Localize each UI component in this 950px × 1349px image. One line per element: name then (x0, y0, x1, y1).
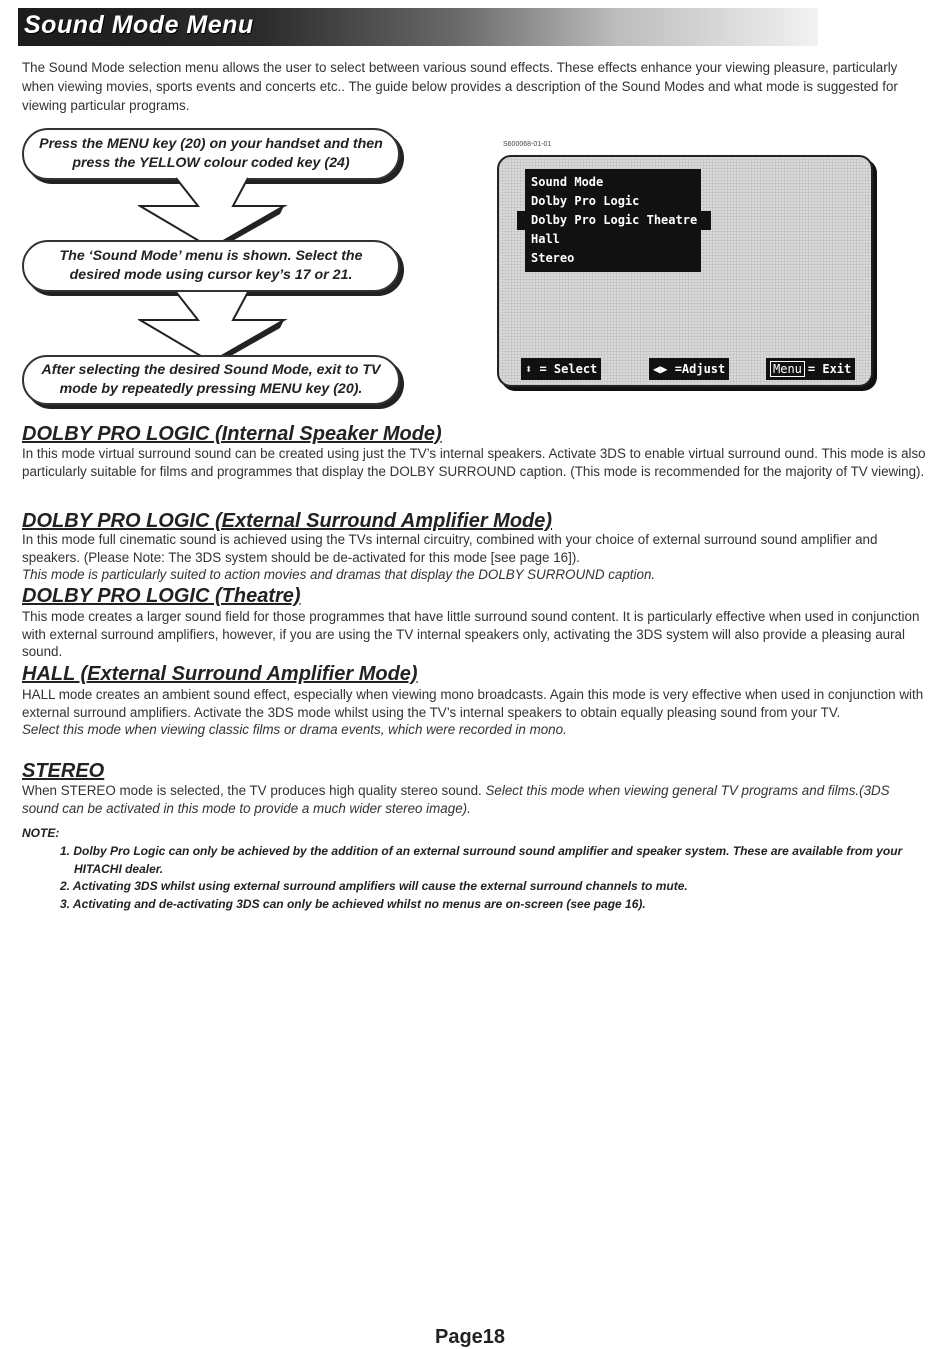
page-number: Page18 (435, 1326, 506, 1348)
step-3-bubble: After selecting the desired Sound Mode, exit to TV mode by repeatedly pressing MENU key (20). (22, 355, 400, 405)
up-down-arrow-icon: ⬍ (525, 362, 533, 376)
note-item: 3. Activating and de-activating 3DS can only be achieved whilst no menus are on-screen (see page 16). (60, 896, 646, 911)
note-item: 2. Activating 3DS whilst using external surround amplifiers will cause the external surround channels to mute. (60, 879, 688, 893)
notes-list (60, 843, 920, 913)
menu-item-dolby-pro-logic[interactable]: Dolby Pro Logic (531, 194, 640, 208)
select-hint: ⬍ = Select (521, 358, 601, 380)
page-title: Sound Mode Menu (24, 11, 254, 39)
step-2-bubble: The ‘Sound Mode’ menu is shown. Select the desired mode using cursor key’s 17 or 21. (22, 240, 400, 292)
figure-code: S600068-01-01 (503, 141, 552, 148)
menu-item-stereo[interactable]: Stereo (531, 251, 575, 265)
section-body: When STEREO mode is selected, the TV produces high quality stereo sound. Select this mode when viewing general TV programs and films.(3DS sound can be activated in this mode to provide a much wider stereo image). (22, 783, 890, 816)
section-heading: DOLBY PRO LOGIC (Internal Speaker Mode) (22, 423, 442, 445)
menu-title: Sound Mode (531, 175, 604, 189)
step-1-bubble: Press the MENU key (20) on your handset and then press the YELLOW colour coded key (24) (22, 128, 400, 180)
note-label: NOTE: (22, 826, 60, 840)
note-item: 1. Dolby Pro Logic can only be achieved by the addition of an external surround sound amplifier and speaker system. These are available from your HITACHI dealer. (60, 844, 903, 876)
tv-screen (497, 155, 873, 387)
section-body: In this mode virtual surround sound can be created using just the TV’s internal speakers. Activate 3DS to enable virtual surround ound. This mode is also particularly suitable for films and programmes that display the DOLBY SURROUND caption. (This mode is recommended for the majority of TV viewing). (22, 446, 926, 479)
section-heading: DOLBY PRO LOGIC (Theatre) (22, 585, 301, 607)
section-body: HALL mode creates an ambient sound effect, especially when viewing mono broadcasts. Again this mode is very effective when used in conjunction with external surround amplifiers. Activate the 3DS mode whilst using the TV’s internal speakers to obtain equally pleasing sound from your TV. Select this mode when viewing classic films or drama events, which were recorded in mono. (22, 687, 924, 737)
section-heading: HALL (External Surround Amplifier Mode) (22, 663, 418, 685)
menu-item-hall[interactable]: Hall (531, 232, 560, 246)
section-heading: STEREO (22, 760, 105, 782)
intro-paragraph: The Sound Mode selection menu allows the user to select between various sound effects. These effects enhance your viewing pleasure, particularly when viewing movies, sports events and concerts etc.. The guide below provides a description of the Sound Modes and what mode is suggested for viewing particular programs. (22, 60, 898, 113)
sound-mode-menu (525, 169, 701, 272)
title-banner (18, 8, 818, 46)
section-body: This mode creates a larger sound field for those programmes that have little surround sound content. It is particularly effective when used in conjunction with external surround amplifiers, however, if you are using the TV internal speakers only, activating the 3DS system will also provide a pleasing aural sound. (22, 609, 920, 659)
adjust-hint: ◀▶ =Adjust (649, 358, 729, 380)
menu-item-dolby-pro-logic-theatre[interactable]: Dolby Pro Logic Theatre (517, 211, 711, 230)
exit-hint: Menu = Exit (766, 358, 855, 380)
left-right-arrow-icon: ◀▶ (653, 362, 668, 376)
section-body: In this mode full cinematic sound is achieved using the TVs internal circuitry, combined with your choice of external surround sound amplifier and speakers. (Please Note: The 3DS system should be de-activated for this mode [see page 16]). This mode is particularly suited to action movies and dramas that display the DOLBY SURROUND caption. (22, 532, 878, 582)
menu-key-icon: Menu (770, 361, 805, 377)
section-heading: DOLBY PRO LOGIC (External Surround Amplifier Mode) (22, 510, 553, 532)
